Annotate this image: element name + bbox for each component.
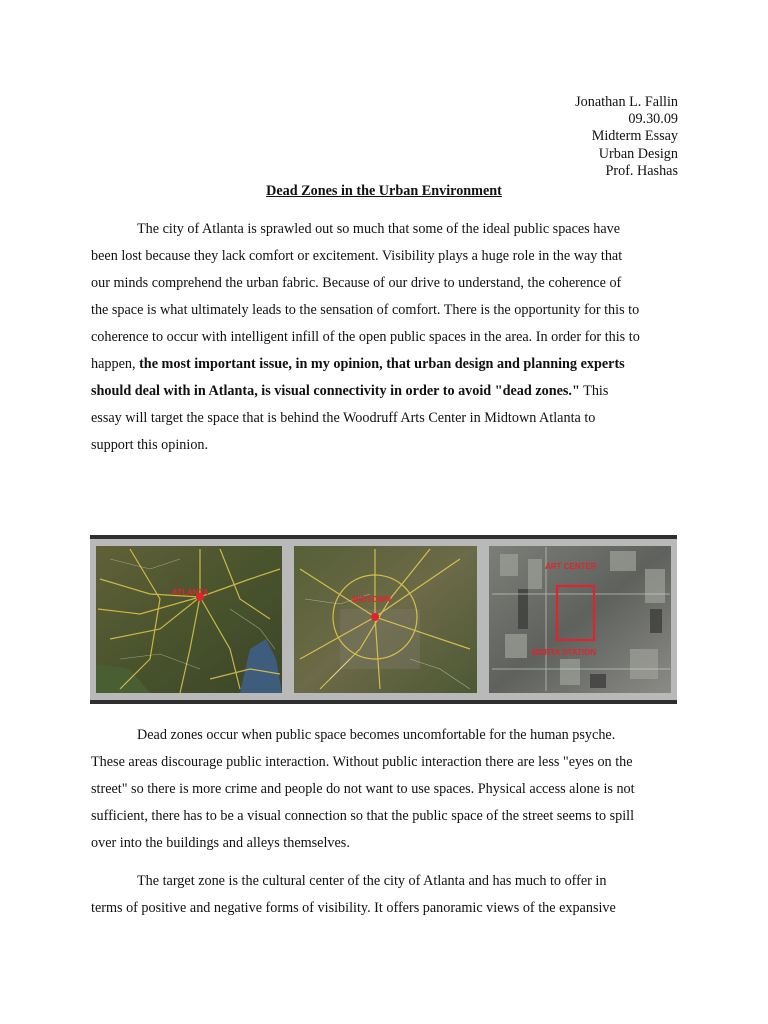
map-label-art-center: ART CENTER <box>545 562 597 571</box>
paragraph-3 <box>91 868 681 922</box>
paragraph-line <box>91 378 681 405</box>
map-atlanta-region <box>96 546 282 693</box>
author-name: Jonathan L. Fallin <box>575 94 678 110</box>
map-art-center <box>489 546 671 693</box>
essay-title: Dead Zones in the Urban Environment <box>266 183 502 199</box>
bold-text: should deal with in Atlanta, is visual connectivity in order to avoid "dead zones." <box>91 383 580 399</box>
paragraph-line: terms of positive and negative forms of visibility. It offers panoramic views of the expansive <box>91 900 616 916</box>
course-name: Urban Design <box>598 145 678 162</box>
map-figure-strip <box>90 535 677 704</box>
plain-text: happen, <box>91 356 140 372</box>
paragraph-line: our minds comprehend the urban fabric. Because of our drive to understand, the coherence of <box>91 275 622 291</box>
paragraph-line: been lost because they lack comfort or excitement. Visibility plays a huge role in the way that <box>91 248 623 264</box>
paragraph-line: street" so there is more crime and people do not want to use spaces. Physical access alone is not <box>91 781 635 797</box>
paragraph-line: The city of Atlanta is sprawled out so much that some of the ideal public spaces have <box>137 221 621 237</box>
paragraph-line: coherence to occur with intelligent infill of the open public spaces in the area. In order for this to <box>91 329 640 345</box>
bold-text: the most important issue, in my opinion, that urban design and planning experts <box>139 356 625 372</box>
map-figure <box>90 539 677 700</box>
paragraph-line: These areas discourage public interaction. Without public interaction there are less "eyes on the <box>91 754 633 770</box>
paragraph-line: The target zone is the cultural center of the city of Atlanta and has much to offer in <box>137 873 607 889</box>
map-midtown <box>294 546 477 693</box>
paragraph-line: sufficient, there has to be a visual connection so that the public space of the street seems to spill <box>91 808 635 824</box>
professor-name: Prof. Hashas <box>605 162 678 179</box>
paragraph-line: over into the buildings and alleys themselves. <box>91 835 350 851</box>
essay-date: 09.30.09 <box>628 111 678 128</box>
paragraph-line <box>91 351 681 378</box>
map-label-atlanta: ATLANTA <box>172 588 209 597</box>
assignment-name: Midterm Essay <box>591 128 678 145</box>
paragraph-line: the space is what ultimately leads to the sensation of comfort. There is the opportunity for this to <box>91 302 640 318</box>
map-label-marta-station: MARTA STATION <box>532 648 597 657</box>
paragraph-line: support this opinion. <box>91 437 209 453</box>
map-label-midtown: MIDTOWN <box>352 595 391 604</box>
paragraph-1 <box>91 216 681 459</box>
paragraph-2 <box>91 722 681 857</box>
paragraph-line: Dead zones occur when public space becomes uncomfortable for the human psyche. <box>137 727 616 743</box>
paragraph-line: essay will target the space that is behind the Woodruff Arts Center in Midtown Atlanta to <box>91 410 596 426</box>
plain-text: This <box>579 383 609 399</box>
header-block <box>575 94 678 180</box>
